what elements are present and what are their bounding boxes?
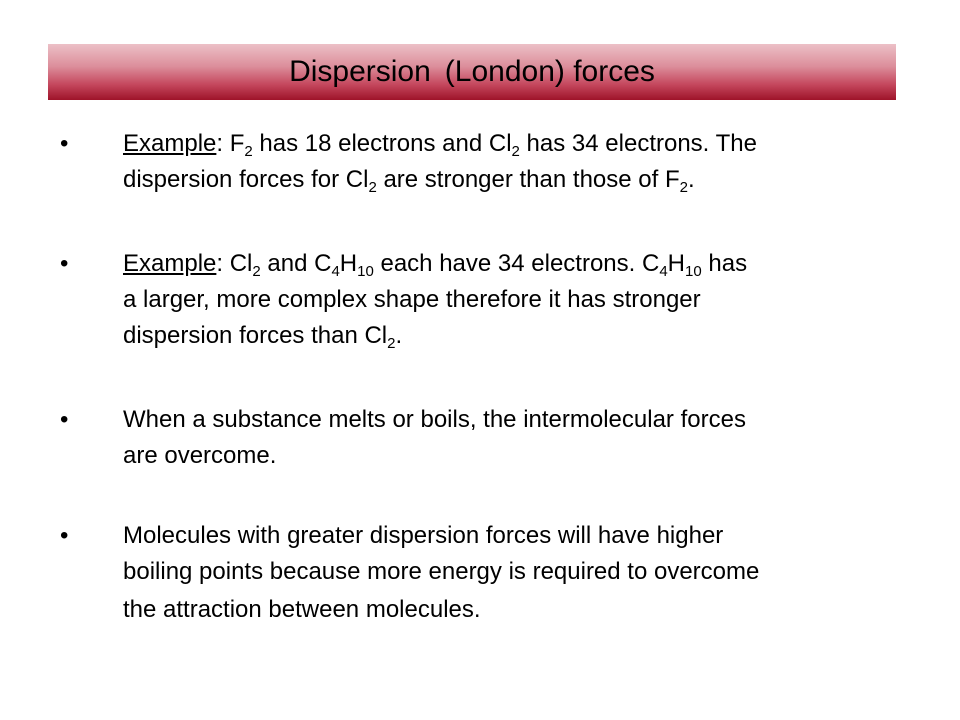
subscript: 2	[244, 143, 253, 160]
bullet-2-line-2: a larger, more complex shape therefore it has stronger	[123, 286, 701, 313]
subscript: 4	[659, 263, 668, 280]
bullet-3-line-2: are overcome.	[123, 442, 277, 469]
bullet-4-line-2: boiling points because more energy is required to overcome	[123, 558, 760, 585]
bullet-3-line-1: When a substance melts or boils, the intermolecular forces	[123, 406, 746, 433]
text-run: : Cl	[216, 250, 253, 277]
text-run: .	[687, 166, 695, 193]
bullet-marker: •	[60, 406, 69, 433]
text-run: and C	[260, 250, 332, 277]
slide-title	[48, 52, 896, 92]
bullet-marker: •	[60, 250, 69, 277]
example-label: Example	[123, 250, 217, 277]
text-run: has 34 electrons. The	[519, 130, 757, 157]
text-run: each have 34 electrons. C	[373, 250, 660, 277]
bullet-2-line-1	[123, 246, 893, 282]
text-run: are stronger than those of F	[376, 166, 680, 193]
text-run: H	[339, 250, 358, 277]
example-label: Example	[123, 130, 217, 157]
text-run: H	[667, 250, 686, 277]
subscript: 10	[685, 263, 702, 280]
bullet-4-line-1: Molecules with greater dispersion forces will have higher	[123, 522, 724, 549]
bullet-1-line-1	[123, 126, 893, 162]
subscript: 10	[357, 263, 374, 280]
text-run: dispersion forces than Cl	[123, 322, 388, 349]
title-part-1: Dispersion	[289, 55, 431, 88]
subscript: 2	[511, 143, 520, 160]
subscript: 4	[331, 263, 340, 280]
subscript: 2	[387, 335, 396, 352]
text-run: has 18 electrons and Cl	[252, 130, 512, 157]
title-part-2: (London) forces	[444, 55, 655, 88]
text-run: has	[701, 250, 748, 277]
text-run: .	[395, 322, 403, 349]
subscript: 2	[252, 263, 261, 280]
subscript: 2	[679, 179, 688, 196]
text-run: dispersion forces for Cl	[123, 166, 369, 193]
bullet-4-line-3: the attraction between molecules.	[123, 596, 481, 623]
bullet-marker: •	[60, 522, 69, 549]
bullet-2-line-3	[123, 318, 893, 354]
subscript: 2	[368, 179, 377, 196]
bullet-marker: •	[60, 130, 69, 157]
bullet-1-line-2	[123, 162, 893, 198]
title-bar	[48, 44, 896, 100]
text-run: : F	[216, 130, 245, 157]
